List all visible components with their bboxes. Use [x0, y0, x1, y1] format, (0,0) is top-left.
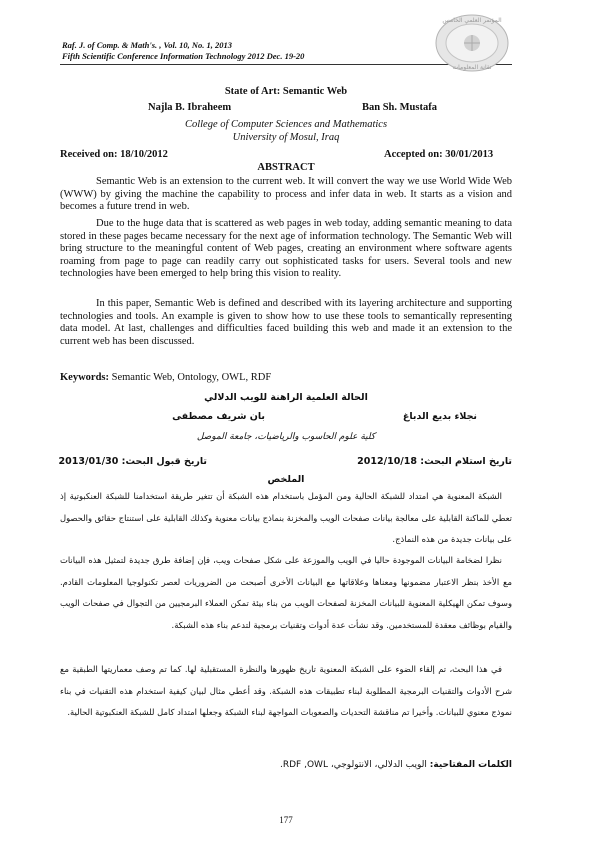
arabic-title: الحالة العلمية الراهنة للويب الدلالي — [204, 392, 368, 403]
arabic-author-1: نجلاء بديع الدباغ — [402, 411, 477, 422]
journal-header-line1: Raf. J. of Comp. & Math's. , Vol. 10, No. 1, 2013 — [62, 40, 233, 50]
page-number: 177 — [279, 815, 293, 825]
accepted-date: Accepted on: 30/01/2013 — [384, 149, 494, 160]
affiliation-line-2: University of Mosul, Iraq — [232, 132, 340, 143]
paper-title: State of Art: Semantic Web — [224, 86, 348, 97]
author-1: Najla B. Ibraheem — [148, 102, 232, 113]
arabic-keywords-text: الويب الدلالي، الانتولوجي، RDF ,OWL. — [280, 760, 427, 770]
affiliation-line-1: College of Computer Sciences and Mathematics — [184, 119, 388, 130]
received-date: Received on: 18/10/2012 — [60, 149, 168, 160]
arabic-keywords-label: الكلمات المفتاحية: — [429, 760, 512, 770]
arabic-accepted-date: تاريخ قبول البحث: 2013/01/30 — [58, 456, 207, 467]
arabic-abstract-paragraph-3: في هذا البحث، تم إلقاء الضوء على الشبكة المعنوية تاريخ ظهورها والنظرة المستقبلية لها. كما تم وصف معماريتها الطبقية مع شرح الأدوات والتقنيات البرمجية المطلوبة لبناء تطبيقات هذه الشبكة. وقد أعطي مثال لبيان كيفية استخدام هذه التقنيات في بناء نموذج معنوي للبيانات. وأخيرا تم مناقشة التحديات والصعوبات المواجهة لبناء الشبكة وجعلها امتداد كامل للشبكة العنكبوتية الحالية. — [60, 664, 512, 718]
arabic-abstract-paragraph-1: الشبكة المعنوية هي امتداد للشبكة الحالية ومن المؤمل باستخدام هذه الشبكة أن تتغير طريقة استخدامنا للشبكة العنكبوتية إذ تعطي للماكنة القابلية على معالجة بيانات صفحات الويب والمخزنة بنماذج بيانات معنوية وكذلك القابلية على استنتاج حقائق والحصول على بيانات جديدة من هذه النماذج. — [60, 491, 512, 545]
abstract-heading: ABSTRACT — [257, 162, 315, 173]
keywords-label: Keywords: — [60, 372, 109, 383]
conference-seal-logo — [433, 12, 511, 74]
author-2: Ban Sh. Mustafa — [362, 102, 437, 113]
seal-text-bottom: تقانة المعلومات — [452, 64, 492, 71]
arabic-abstract-heading: الملخص — [267, 474, 305, 485]
arabic-keywords-line — [280, 760, 512, 770]
abstract-paragraph-1: Semantic Web is an extension to the current web. It will convert the way we use World Wide Web (WWW) by giving the machine the capability to process and infer data in web. It starts as a vision and becomes a future trend in web. — [60, 176, 512, 213]
journal-header-line2: Fifth Scientific Conference Information Technology 2012 Dec. 19-20 — [62, 51, 305, 61]
abstract-paragraph-2: Due to the huge data that is scattered as web pages in web today, adding semantic meaning to data stored in these pages became necessary for the next age of information technology. The Semantic Web will bring structure to the meaningful content of Web pages, creating an environment where software agents roaming from page to page can readily carry out sophisticated tasks for users. Several tools and new technologies have been emerged to help bring this vision to reality. — [60, 218, 512, 280]
arabic-received-date: تاريخ استلام البحث: 2012/10/18 — [357, 456, 512, 467]
arabic-author-2: بان شريف مصطفى — [172, 411, 265, 422]
keywords-text: Semantic Web, Ontology, OWL, RDF — [111, 372, 272, 383]
arabic-abstract-paragraph-2: نظرا لضخامة البيانات الموجودة حاليا في الويب والموزعة على شكل صفحات ويب، فإن إضافة طرق جديدة لتمثيل هذه البيانات مع الأخذ بنظر الاعتبار مضمونها ومعناها وعلاقاتها مع البيانات الأخرى أصبحت من الضروريات لعصر تكنولوجيا المعلومات القادم. وسوف تمكن الهيكلية المعنوية للبيانات المخزنة لصفحات الويب من بناء بيئة تمكن العملاء البرمجيين من التجوال في صفحات الويب والقيام بوظائف معقدة للمستخدمين. وقد نشأت عدة أدوات وتقنيات برمجية لتدعم بناء هذه الشبكة. — [60, 555, 512, 630]
arabic-affiliation: كلية علوم الحاسوب والرياضيات، جامعة الموصل — [196, 432, 376, 442]
abstract-paragraph-3: In this paper, Semantic Web is defined and described with its layering architecture and supporting technologies and tools. An example is given to show how to use these tools to semantically representing data model. At last, challenges and difficulties faced building this web and made it an extension to the current web has been discussed. — [60, 298, 512, 347]
keywords-line — [60, 372, 271, 385]
seal-text-top: المؤتمر العلمي الخامس — [442, 17, 502, 24]
